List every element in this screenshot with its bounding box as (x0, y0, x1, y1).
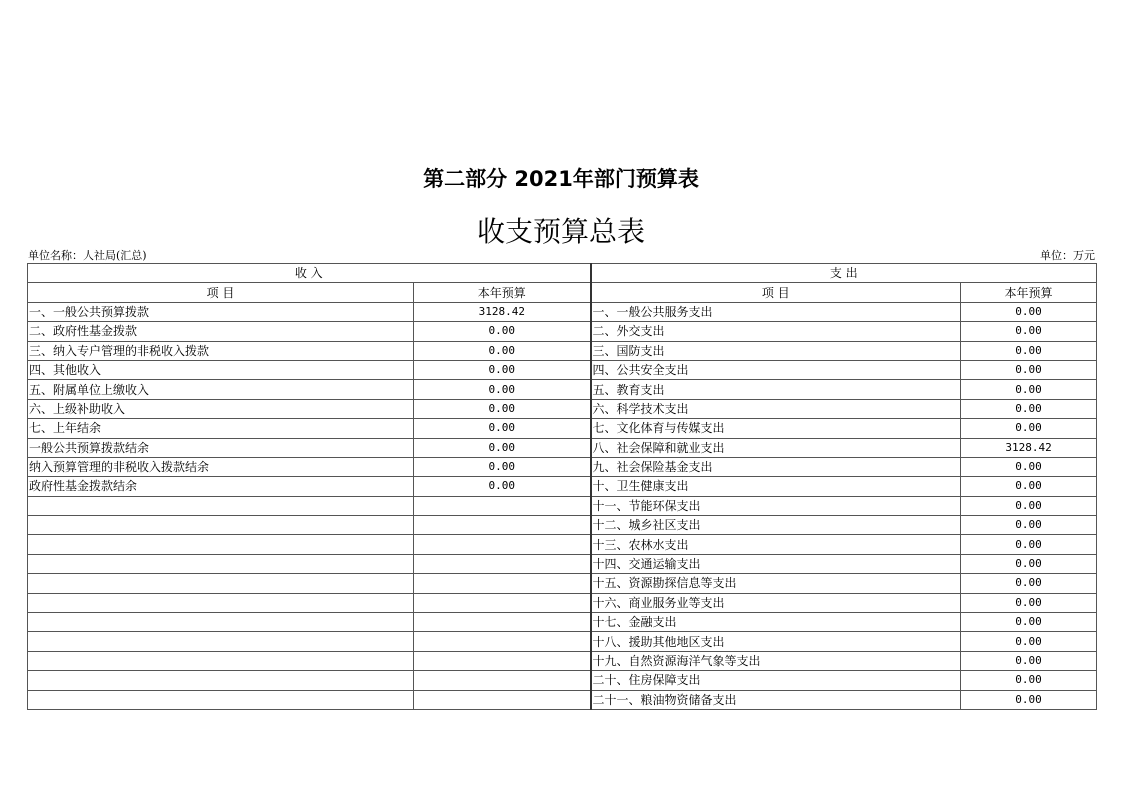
income-value-cell: 0.00 (414, 399, 591, 418)
income-item-cell (28, 593, 414, 612)
income-value-cell: 0.00 (414, 341, 591, 360)
budget-table (27, 263, 1097, 710)
table-row (28, 438, 1097, 457)
income-value-cell (414, 651, 591, 670)
expense-item-cell: 一、一般公共服务支出 (591, 302, 961, 321)
expense-value-cell: 0.00 (961, 574, 1097, 593)
expense-item-column-header: 项 目 (591, 283, 961, 302)
table-row (28, 457, 1097, 476)
income-item-cell: 六、上级补助收入 (28, 399, 414, 418)
expense-item-cell: 十一、节能环保支出 (591, 496, 961, 515)
expense-value-cell: 0.00 (961, 613, 1097, 632)
income-value-cell (414, 671, 591, 690)
expense-value-cell: 0.00 (961, 360, 1097, 379)
income-value-cell (414, 496, 591, 515)
income-value-cell: 0.00 (414, 438, 591, 457)
table-row (28, 516, 1097, 535)
income-item-cell: 七、上年结余 (28, 419, 414, 438)
expense-value-cell: 0.00 (961, 554, 1097, 573)
table-row (28, 574, 1097, 593)
expense-item-cell: 四、公共安全支出 (591, 360, 961, 379)
expense-item-cell: 二十、住房保障支出 (591, 671, 961, 690)
column-header-row (28, 283, 1097, 302)
table-row (28, 632, 1097, 651)
table-row (28, 360, 1097, 379)
expense-value-cell: 0.00 (961, 535, 1097, 554)
expense-item-cell: 三、国防支出 (591, 341, 961, 360)
expense-item-cell: 十九、自然资源海洋气象等支出 (591, 651, 961, 670)
budget-table-body (28, 302, 1097, 709)
income-item-cell: 一、一般公共预算拨款 (28, 302, 414, 321)
expense-value-cell: 0.00 (961, 651, 1097, 670)
expense-value-cell: 0.00 (961, 302, 1097, 321)
table-row (28, 496, 1097, 515)
expense-item-cell: 二十一、粮油物资储备支出 (591, 690, 961, 709)
expense-item-cell: 十六、商业服务业等支出 (591, 593, 961, 612)
table-row (28, 477, 1097, 496)
expense-value-cell: 3128.42 (961, 438, 1097, 457)
table-row (28, 399, 1097, 418)
expense-item-cell: 十四、交通运输支出 (591, 554, 961, 573)
table-row (28, 613, 1097, 632)
table-row (28, 322, 1097, 341)
expense-value-cell: 0.00 (961, 341, 1097, 360)
expense-item-cell: 八、社会保障和就业支出 (591, 438, 961, 457)
income-item-cell: 一般公共预算拨款结余 (28, 438, 414, 457)
expense-item-cell: 六、科学技术支出 (591, 399, 961, 418)
table-row (28, 671, 1097, 690)
income-value-cell: 0.00 (414, 457, 591, 476)
income-item-cell: 纳入预算管理的非税收入拨款结余 (28, 457, 414, 476)
section-header-row (28, 264, 1097, 283)
expense-item-cell: 十五、资源勘探信息等支出 (591, 574, 961, 593)
expense-header: 支 出 (591, 264, 1097, 283)
income-value-cell (414, 613, 591, 632)
expense-value-cell: 0.00 (961, 477, 1097, 496)
unit-name-label: 单位名称：人社局(汇总) (28, 249, 147, 262)
expense-item-cell: 十二、城乡社区支出 (591, 516, 961, 535)
income-value-cell: 0.00 (414, 380, 591, 399)
income-value-cell: 0.00 (414, 322, 591, 341)
income-item-cell (28, 690, 414, 709)
table-row (28, 690, 1097, 709)
expense-item-cell: 九、社会保险基金支出 (591, 457, 961, 476)
unit-label: 单位：万元 (1040, 249, 1095, 262)
expense-value-cell: 0.00 (961, 516, 1097, 535)
expense-value-cell: 0.00 (961, 419, 1097, 438)
expense-item-cell: 十、卫生健康支出 (591, 477, 961, 496)
expense-item-cell: 七、文化体育与传媒支出 (591, 419, 961, 438)
expense-item-cell: 二、外交支出 (591, 322, 961, 341)
table-row (28, 341, 1097, 360)
income-item-cell (28, 613, 414, 632)
income-item-cell: 四、其他收入 (28, 360, 414, 379)
income-item-cell (28, 554, 414, 573)
table-row (28, 419, 1097, 438)
expense-value-cell: 0.00 (961, 496, 1097, 515)
expense-value-cell: 0.00 (961, 632, 1097, 651)
income-item-column-header: 项 目 (28, 283, 414, 302)
income-value-cell (414, 535, 591, 554)
expense-value-cell: 0.00 (961, 380, 1097, 399)
income-budget-column-header: 本年预算 (414, 283, 591, 302)
income-header: 收 入 (28, 264, 591, 283)
part-title: 第二部分 2021年部门预算表 (423, 167, 699, 191)
expense-value-cell: 0.00 (961, 593, 1097, 612)
expense-value-cell: 0.00 (961, 399, 1097, 418)
expense-value-cell: 0.00 (961, 322, 1097, 341)
income-value-cell (414, 690, 591, 709)
table-row (28, 593, 1097, 612)
table-row (28, 535, 1097, 554)
income-item-cell (28, 632, 414, 651)
table-row (28, 380, 1097, 399)
income-item-cell (28, 574, 414, 593)
income-value-cell: 0.00 (414, 477, 591, 496)
income-item-cell: 三、纳入专户管理的非税收入拨款 (28, 341, 414, 360)
expense-value-cell: 0.00 (961, 457, 1097, 476)
income-value-cell: 0.00 (414, 360, 591, 379)
income-item-cell (28, 535, 414, 554)
income-item-cell (28, 651, 414, 670)
expense-value-cell: 0.00 (961, 671, 1097, 690)
income-item-cell: 二、政府性基金拨款 (28, 322, 414, 341)
income-item-cell (28, 516, 414, 535)
table-row (28, 651, 1097, 670)
expense-item-cell: 十七、金融支出 (591, 613, 961, 632)
income-value-cell (414, 516, 591, 535)
income-value-cell (414, 593, 591, 612)
page-title: 收支预算总表 (476, 215, 645, 248)
income-value-cell: 0.00 (414, 419, 591, 438)
expense-budget-column-header: 本年预算 (961, 283, 1097, 302)
income-item-cell (28, 671, 414, 690)
expense-item-cell: 十三、农林水支出 (591, 535, 961, 554)
income-value-cell (414, 554, 591, 573)
expense-item-cell: 十八、援助其他地区支出 (591, 632, 961, 651)
income-item-cell (28, 496, 414, 515)
income-item-cell: 政府性基金拨款结余 (28, 477, 414, 496)
income-value-cell: 3128.42 (414, 302, 591, 321)
expense-value-cell: 0.00 (961, 690, 1097, 709)
income-item-cell: 五、附属单位上缴收入 (28, 380, 414, 399)
table-row (28, 554, 1097, 573)
expense-item-cell: 五、教育支出 (591, 380, 961, 399)
income-value-cell (414, 632, 591, 651)
table-row (28, 302, 1097, 321)
income-value-cell (414, 574, 591, 593)
